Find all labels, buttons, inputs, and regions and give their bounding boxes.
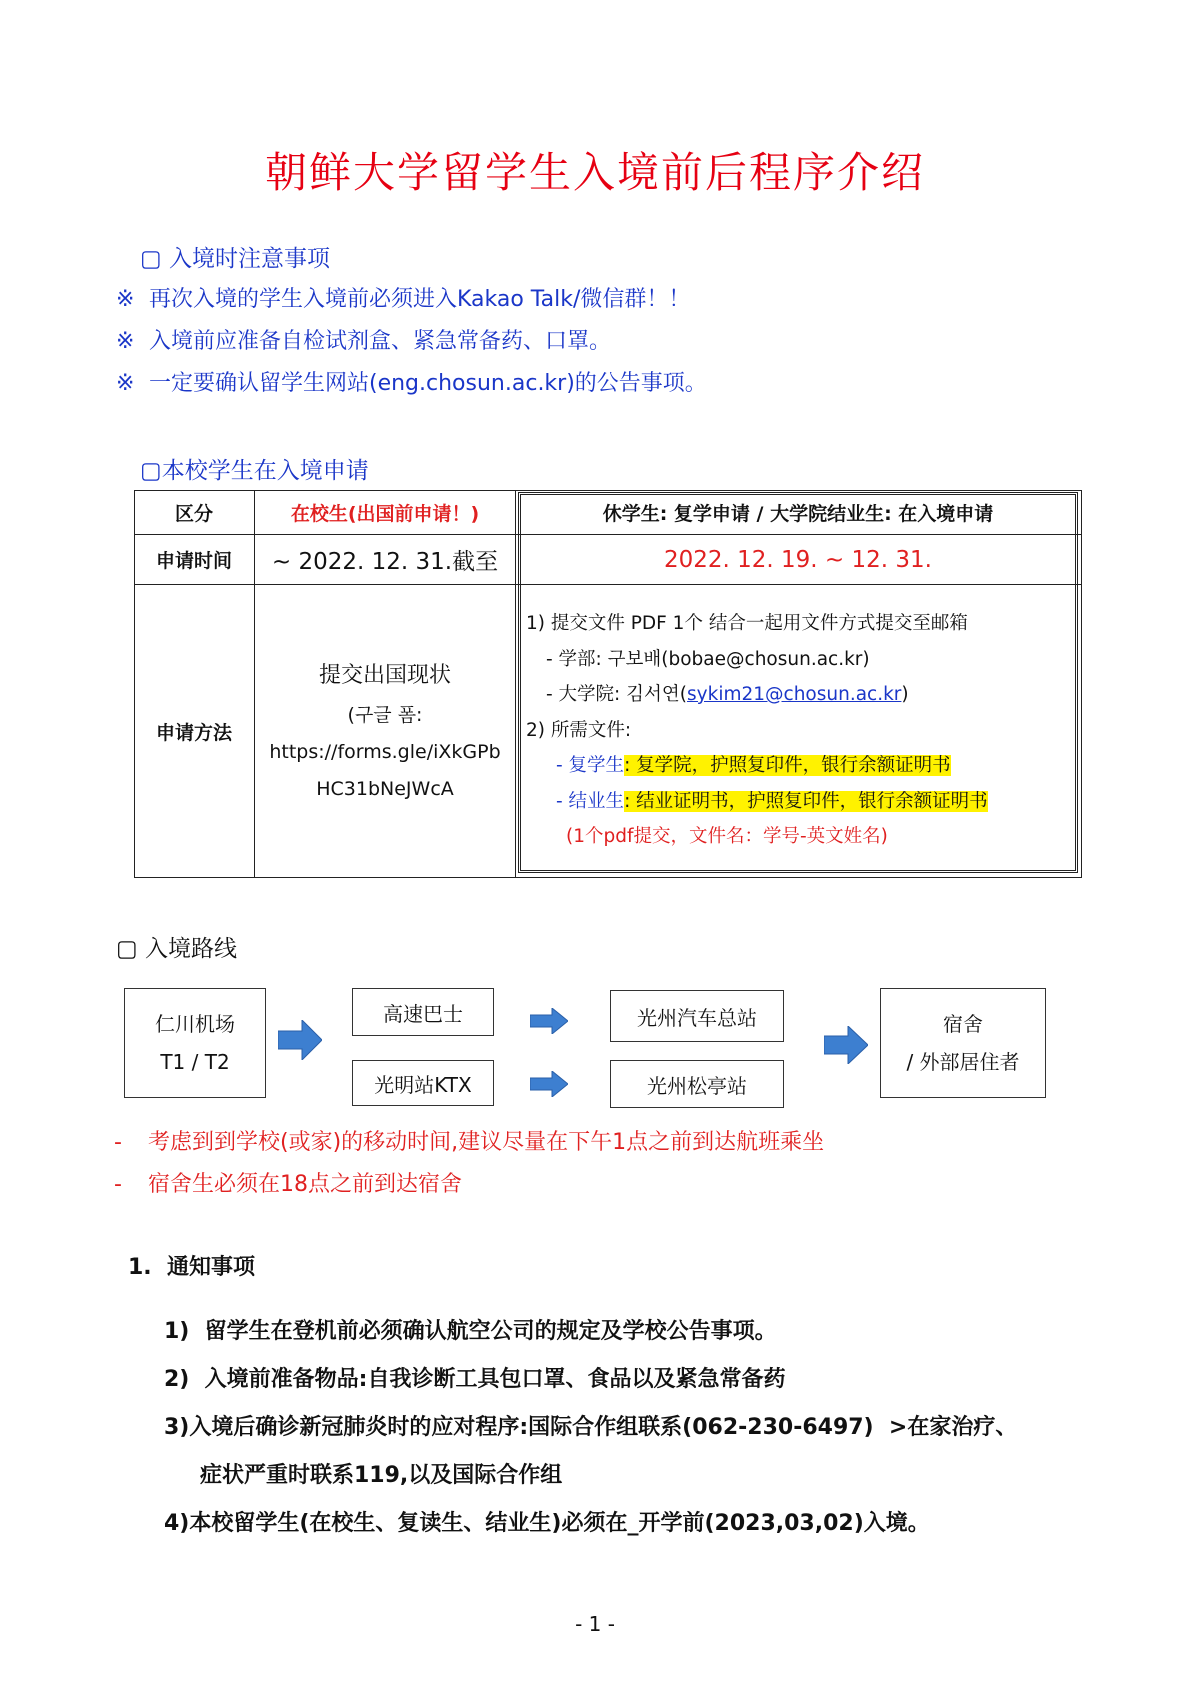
route-destination-line: / 外部居住者 <box>906 1050 1020 1074</box>
leave-method-line: 1) 提交文件 PDF 1个 结合一起用文件方式提交至邮箱 <box>526 613 968 634</box>
note-text: 一定要确认留学生网站(eng.chosun.ac.kr)的公告事项。 <box>149 371 707 396</box>
grad-contact-prefix: - 大学院: 김서연( <box>546 684 688 705</box>
route-ktx-box: 光明站KTX <box>352 1060 494 1106</box>
notice-item-3: 3)入境后确诊新冠肺炎时的应对程序:国际合作组联系(062-230-6497) >在家治疗、 <box>164 1415 1018 1440</box>
route-start-line: T1 / T2 <box>160 1050 230 1074</box>
returning-label: - 复学生 <box>556 755 625 776</box>
note-text: 宿舍生必须在18点之前到达宿舍 <box>148 1172 462 1197</box>
note-mark: ※ <box>116 287 135 312</box>
application-header: ▢本校学生在入境申请 <box>140 458 369 484</box>
note-mark: ※ <box>116 371 135 396</box>
enrolled-method <box>255 585 515 877</box>
leave-method-line: (1个pdf提交，文件名：学号-英文姓名) <box>566 826 888 847</box>
arrow-right-icon <box>278 1020 322 1060</box>
page-number: - 1 - <box>575 1612 615 1636</box>
note-mark: - <box>114 1130 122 1155</box>
entry-note-1 <box>116 282 690 313</box>
route-note-1 <box>114 1125 824 1156</box>
route-note-2 <box>114 1167 462 1198</box>
notice-item-3-cont: 症状严重时联系119,以及国际合作组 <box>200 1463 563 1488</box>
arrow-right-icon <box>824 1026 868 1064</box>
page-title: 朝鲜大学留学生入境前后程序介绍 <box>264 148 925 197</box>
leave-method-line <box>526 748 1074 784</box>
notice-item-1: 1) 留学生在登机前必须确认航空公司的规定及学校公告事项。 <box>164 1319 777 1344</box>
notice-item-2: 2) 入境前准备物品:自我诊断工具包口罩、食品以及紧急常备药 <box>164 1367 786 1392</box>
grad-email-link[interactable]: sykim21@chosun.ac.kr <box>687 684 902 705</box>
route-start-box <box>124 988 266 1098</box>
application-table <box>134 490 1082 878</box>
note-mark: - <box>114 1172 122 1197</box>
entry-note-3 <box>116 366 707 397</box>
route-start-line: 仁川机场 <box>155 1012 235 1036</box>
route-header: ▢ 入境路线 <box>116 936 238 962</box>
notice-header: 1. 通知事项 <box>128 1255 255 1280</box>
note-text: 考虑到到学校(或家)的移动时间,建议尽量在下午1点之前到达航班乘坐 <box>148 1130 825 1155</box>
route-songjeong-box: 光州松亭站 <box>610 1060 784 1108</box>
notice-item-4: 4)本校留学生(在校生、复读生、结业生)必须在_开学前(2023,03,02)入境。 <box>164 1511 930 1536</box>
note-mark: ※ <box>116 329 135 354</box>
leave-method <box>526 606 1074 855</box>
col-header: 区分 <box>174 502 213 525</box>
enrolled-method-line: 提交出国现状 <box>318 662 451 688</box>
leave-method-line <box>526 784 1074 820</box>
arrow-right-icon <box>530 1071 568 1097</box>
enrolled-header: 在校生(出国前申请！) <box>290 502 480 525</box>
entry-notes-header: ▢ 入境时注意事项 <box>140 246 331 272</box>
route-bus-box: 高速巴士 <box>352 988 494 1036</box>
method-label: 申请方法 <box>155 721 232 744</box>
enrolled-method-line: (구글 폼: <box>347 703 423 726</box>
completion-label: - 结业生 <box>556 790 625 812</box>
enrolled-time: ~ 2022. 12. 31.截至 <box>271 549 499 575</box>
note-text: 再次入境的学生入境前必须进入Kakao Talk/微信群！！ <box>149 287 691 312</box>
leave-time: 2022. 12. 19. ~ 12. 31. <box>664 546 932 573</box>
leave-method-line <box>526 677 1074 713</box>
leave-header: 休学生: 复学申请 / 大学院结业生: 在入境申请 <box>602 502 994 525</box>
form-link[interactable]: HC31bNeJWcA <box>316 777 454 800</box>
returning-docs: : 复学院，护照复印件，银行余额证明书 <box>624 755 951 776</box>
completion-docs: : 结业证明书，护照复印件，银行余额证明书 <box>624 790 988 812</box>
leave-method-line: - 学部: 구보배(bobae@chosun.ac.kr) <box>546 648 870 670</box>
arrow-right-icon <box>530 1008 568 1034</box>
note-text: 入境前应准备自检试剂盒、紧急常备药、口罩。 <box>149 329 612 354</box>
route-destination-box <box>880 988 1046 1098</box>
time-label: 申请时间 <box>155 550 232 572</box>
leave-method-line: 2) 所需文件: <box>526 719 632 741</box>
form-link[interactable]: https://forms.gle/iXkGPb <box>269 740 501 763</box>
grad-contact-suffix: ) <box>901 684 909 705</box>
entry-note-2 <box>116 324 611 355</box>
route-destination-line: 宿舍 <box>943 1012 983 1036</box>
route-bus-terminal-box: 光州汽车总站 <box>610 990 784 1042</box>
